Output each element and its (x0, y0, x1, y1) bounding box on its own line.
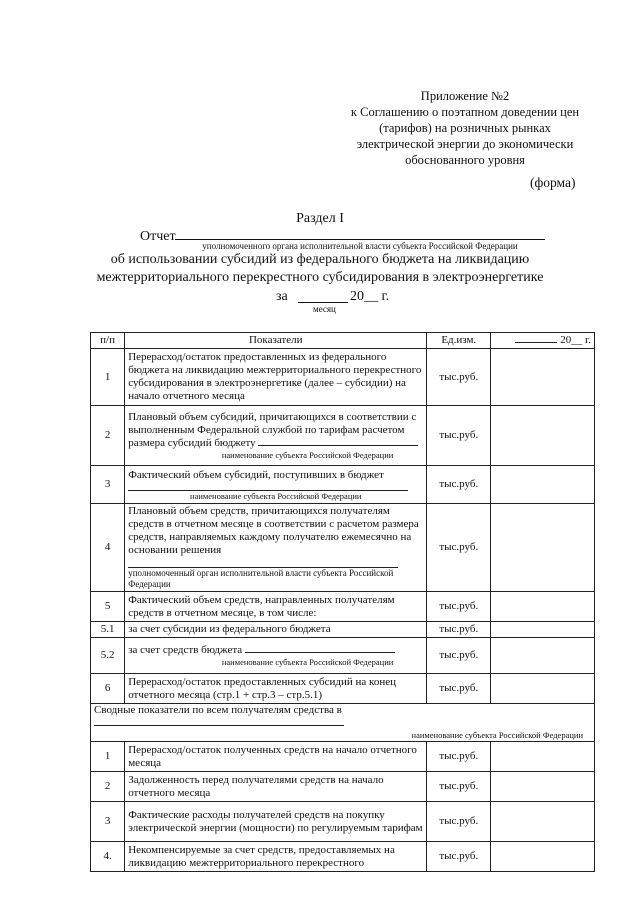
table-row (91, 772, 595, 802)
summary-caption: наименование субъекта Российской Федерации (411, 730, 583, 740)
row-value-cell[interactable] (491, 742, 595, 772)
summary-cell (91, 704, 595, 742)
row-unit: тыс.руб. (427, 406, 491, 466)
row-value-cell[interactable] (491, 638, 595, 674)
row-unit: тыс.руб. (427, 504, 491, 592)
appendix-line: электрической энергии до экономически (356, 137, 574, 151)
row-unit: тыс.руб. (427, 742, 491, 772)
table-row (91, 622, 595, 638)
row-indicator: Плановый объем средств, причитающихся получателям средств в отчетном месяце в соответствии с расчетом размера средств, направляемых каждому получателю ежемесячно на основании решения (128, 505, 419, 556)
row-num: 4 (91, 504, 125, 592)
row-indicator: Некомпенсируемые за счет средств, предоставляемых на ликвидацию межтерриториального перекрестного (125, 842, 427, 872)
row-caption: наименование субъекта Российской Федерации (221, 450, 394, 460)
authority-caption: уполномоченного органа исполнительной власти субъекта Российской Федерации (202, 241, 518, 251)
subject-fill-line[interactable] (258, 445, 418, 446)
row-num: 2 (91, 772, 125, 802)
table-row (91, 466, 595, 504)
row-indicator-cell (125, 466, 427, 504)
row-indicator-cell (125, 406, 427, 466)
row-value-cell[interactable] (491, 466, 595, 504)
row-num: 6 (91, 674, 125, 704)
row-unit: тыс.руб. (427, 638, 491, 674)
row-caption: уполномоченный орган исполнительной власти субъекта Российской Федерации (128, 568, 394, 589)
row-num: 3 (91, 802, 125, 842)
row-num: 1 (91, 349, 125, 406)
row-unit: тыс.руб. (427, 674, 491, 704)
row-caption: наименование субъекта Российской Федерации (221, 657, 394, 667)
appendix-number: Приложение №2 (420, 89, 510, 103)
appendix-line: обоснованного уровня (405, 153, 525, 167)
section-title: Раздел I (296, 211, 344, 226)
col-header-num: п/п (91, 333, 125, 349)
row-indicator: за счет средств бюджета (128, 644, 243, 656)
period-za: за (276, 289, 288, 304)
row-indicator: за счет субсидии из федерального бюджета (125, 622, 427, 638)
report-table (90, 332, 595, 872)
form-label: (форма) (530, 175, 576, 190)
period-header-blank (515, 342, 557, 343)
row-num: 5.1 (91, 622, 125, 638)
row-caption: наименование субъекта Российской Федерации (190, 490, 362, 501)
subject-fill-line[interactable] (128, 482, 408, 491)
table-row (91, 349, 595, 406)
appendix-header (330, 88, 600, 168)
row-num: 4. (91, 842, 125, 872)
table-row (91, 742, 595, 772)
row-value-cell[interactable] (491, 406, 595, 466)
table-header-row (91, 333, 595, 349)
row-indicator: Перерасход/остаток предоставленных субсидий на конец отчетного месяца (стр.1 + стр.3 – стр.5.1) (125, 674, 427, 704)
row-value-cell[interactable] (491, 349, 595, 406)
authority-fill-line[interactable] (128, 557, 398, 568)
table-row (91, 406, 595, 466)
row-num: 3 (91, 466, 125, 504)
row-indicator: Перерасход/остаток предоставленных из федерального бюджета на ликвидацию межтерриториального перекрестного субсидирования в электроэнергетике (далее – субсидии) на начало отчетного месяца (125, 349, 427, 406)
row-indicator: Задолженность перед получателями средств на начало отчетного месяца (125, 772, 427, 802)
table-row (91, 674, 595, 704)
row-indicator: Фактический объем субсидий, поступивших в бюджет (128, 468, 384, 481)
row-indicator: Фактический объем средств, направленных получателям средств в отчетном месяце, в том числе: (125, 592, 427, 622)
row-value-cell[interactable] (491, 772, 595, 802)
row-unit: тыс.руб. (427, 592, 491, 622)
report-title-line2: межтерриториального перекрестного субсидирования в электроэнергетике (96, 270, 544, 285)
period-header-year: 20__ г. (560, 334, 591, 346)
row-value-cell[interactable] (491, 622, 595, 638)
row-indicator-cell (125, 638, 427, 674)
summary-row (91, 704, 595, 742)
row-unit: тыс.руб. (427, 802, 491, 842)
subject-fill-line[interactable] (94, 725, 344, 726)
month-caption: месяц (313, 304, 336, 314)
subject-fill-line[interactable] (245, 652, 395, 653)
row-unit: тыс.руб. (427, 622, 491, 638)
period-year: 20__ г. (350, 289, 390, 304)
row-value-cell[interactable] (491, 802, 595, 842)
table-row (91, 842, 595, 872)
row-value-cell[interactable] (491, 592, 595, 622)
row-num: 5.2 (91, 638, 125, 674)
row-unit: тыс.руб. (427, 466, 491, 504)
month-fill-line[interactable] (298, 302, 348, 303)
row-value-cell[interactable] (491, 504, 595, 592)
row-num: 2 (91, 406, 125, 466)
row-value-cell[interactable] (491, 674, 595, 704)
col-header-unit: Ед.изм. (427, 333, 491, 349)
row-indicator: Перерасход/остаток полученных средств на начало отчетного месяца (125, 742, 427, 772)
row-unit: тыс.руб. (427, 349, 491, 406)
row-value-cell[interactable] (491, 842, 595, 872)
row-unit: тыс.руб. (427, 842, 491, 872)
table-row (91, 504, 595, 592)
table-row (91, 592, 595, 622)
row-indicator: Плановый объем субсидий, причитающихся в соответствии с выполненным Федеральной службой по тарифам расчетом размера субсидий бюджету (128, 411, 417, 449)
table-row (91, 802, 595, 842)
appendix-line: (тарифов) на розничных рынках (379, 121, 551, 135)
row-num: 5 (91, 592, 125, 622)
row-unit: тыс.руб. (427, 772, 491, 802)
row-num: 1 (91, 742, 125, 772)
summary-text: Сводные показатели по всем получателям средства в (94, 704, 342, 716)
col-header-indicator: Показатели (125, 333, 427, 349)
report-word: Отчет (140, 229, 176, 244)
col-header-period (491, 333, 595, 349)
row-indicator: Фактические расходы получателей средств на покупку электрической энергии (мощности) по регулируемым тарифам (125, 802, 427, 842)
table-row (91, 638, 595, 674)
appendix-line: к Соглашению о поэтапном доведении цен (350, 105, 580, 119)
report-title-line1: об использовании субсидий из федерального бюджета на ликвидацию (110, 252, 530, 267)
authority-fill-line[interactable] (175, 239, 545, 240)
row-indicator-cell (125, 504, 427, 592)
